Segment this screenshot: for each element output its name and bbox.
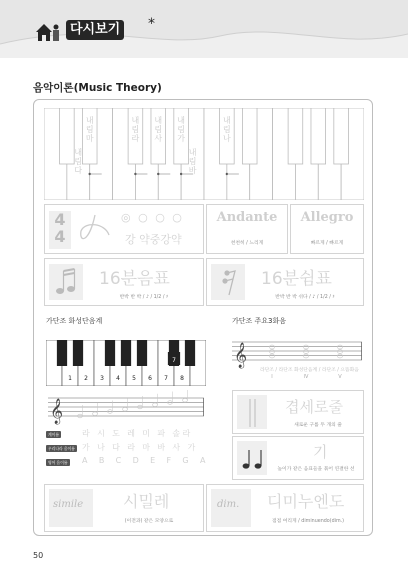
double-barline-meaning: 새로운 구를 두 개의 줄	[294, 423, 342, 428]
simile-term: simile	[53, 499, 84, 510]
dynamics-symbols: ◎ ○ ○ ○	[121, 211, 184, 224]
raised-seventh-marker: 7	[172, 357, 176, 364]
white-key-label: 내림다	[73, 148, 83, 175]
sixteenth-note-label: 16분음표	[99, 269, 170, 289]
time-signature-bottom: 4	[54, 227, 66, 246]
allegro-meaning: 빠르게 / 빠르게	[310, 241, 344, 246]
chord-note	[269, 345, 274, 349]
sixteenth-rest-label: 16분쉼표	[261, 269, 332, 289]
black-key	[242, 108, 257, 164]
scale-degree-number: 5	[132, 375, 136, 382]
korean-name-row: 가 나 다 라 마 바 사 가	[82, 443, 198, 452]
page-title: 다시보기	[66, 20, 124, 40]
scale-degree-number: 3	[100, 375, 104, 382]
black-key-label: 내림가	[176, 116, 186, 143]
harmonic-minor-staff	[48, 390, 204, 426]
black-key-label: 내림라	[130, 116, 140, 143]
english-name-row: A B C D E F G A	[82, 456, 210, 465]
chord-note	[303, 345, 308, 349]
scale-degree-number: 8	[180, 375, 184, 382]
double-barline-cell	[232, 390, 364, 434]
tie-cell	[232, 436, 364, 480]
simile-cell	[44, 484, 204, 532]
sixteenth-rest-icon	[219, 267, 241, 297]
black-key-label: 내림사	[153, 116, 163, 143]
triads-staff	[232, 332, 364, 386]
chord-roman-numeral: I	[271, 374, 273, 380]
piano-keyboard-large	[44, 108, 364, 200]
simile-meaning: (이전과) 같은 모양으로	[124, 519, 174, 524]
scale-note	[183, 398, 188, 402]
black-key-label: 내림마	[85, 116, 95, 143]
scale-degree-number: 1	[68, 375, 72, 382]
chord-note	[337, 350, 342, 354]
diminuendo-cell	[206, 484, 364, 532]
star-icon: *	[148, 16, 155, 32]
tie-label: 기	[313, 443, 328, 461]
sixteenth-note-cell	[44, 258, 204, 306]
chord-roman-numeral: V	[338, 374, 342, 380]
black-key	[73, 340, 83, 366]
chord-note	[303, 350, 308, 354]
white-key-label: 내림바	[188, 148, 198, 175]
andante-term: Andante	[216, 210, 278, 225]
house-icon	[34, 18, 62, 44]
chord-note	[337, 354, 342, 358]
simile-korean: 시밀레	[123, 492, 170, 511]
andante-meaning: 천천히 / 느리게	[230, 241, 264, 246]
scale-degree-number: 2	[84, 375, 88, 382]
english-name-row-label: 영어 음이름	[48, 460, 68, 465]
black-key	[137, 340, 147, 366]
sixteenth-rest-meaning: 반박 반 박 쉬다 / ♪ / 1/2 / ♯	[275, 295, 335, 300]
black-key	[311, 108, 326, 164]
page-number: 50	[33, 551, 44, 560]
svg-text:𝄞: 𝄞	[234, 343, 248, 368]
triads-title: 가단조 주요3화음	[232, 317, 287, 325]
diminuendo-meaning: 점점 여리게 / diminuendo(dim.)	[271, 519, 345, 524]
scale-note	[123, 407, 128, 411]
dynamics-caption: 강 약중강약	[125, 233, 182, 246]
dim-term: dim.	[217, 499, 240, 510]
scale-note	[153, 403, 158, 407]
solfege-row-label: 계이름	[48, 432, 60, 437]
black-key	[105, 340, 115, 366]
chord-note	[303, 354, 308, 358]
scale-degree-number: 4	[116, 375, 120, 382]
tie-icon	[240, 447, 266, 471]
black-key	[334, 108, 349, 164]
sixteenth-note-meaning: 반박 반 박 / ♪ / 1/2 / ♯	[119, 295, 169, 300]
dynamics-cell	[44, 204, 204, 254]
korean-name-row-label: 우리나라 음이름	[48, 446, 75, 451]
svg-text:𝄞: 𝄞	[50, 399, 64, 424]
section-title: 음악이론(Music Theory)	[33, 82, 162, 94]
harmonic-minor-title: 가단조 화성단음계	[46, 317, 103, 325]
chord-note	[269, 354, 274, 358]
black-key	[288, 108, 303, 164]
tie-meaning: 높이가 같은 음표들을 묶어 연결한 선	[277, 467, 355, 472]
triads-caption: 라단조 / 라단조 화성단음계 / 라단조 / 으뜸화음	[260, 368, 359, 373]
black-key	[121, 340, 131, 366]
chord-roman-numeral: IV	[303, 374, 309, 380]
chord-note	[269, 350, 274, 354]
double-barline-label: 겹세로줄	[285, 398, 343, 416]
black-key	[57, 340, 67, 366]
black-key	[185, 340, 195, 366]
black-key-label: 내림나	[222, 116, 232, 143]
time-signature-top: 4	[54, 210, 66, 229]
black-key	[60, 108, 75, 164]
double-barline-icon	[245, 399, 261, 427]
chord-note	[337, 345, 342, 349]
sixteenth-note-icon	[53, 267, 79, 297]
scale-degree-number: 6	[148, 375, 152, 382]
allegro-cell	[290, 204, 364, 254]
andante-cell	[206, 204, 288, 254]
scale-degree-number: 7	[164, 375, 168, 382]
piano-keyboard-small	[46, 340, 206, 386]
diminuendo-korean: 디미누엔도	[267, 492, 345, 511]
sixteenth-rest-cell	[206, 258, 364, 306]
solfege-row: 라 시 도 레 미 파 솔라	[82, 429, 193, 438]
music-theory-panel	[33, 99, 373, 536]
scale-note	[93, 412, 98, 416]
allegro-term: Allegro	[300, 210, 354, 225]
conducting-pattern-icon	[75, 213, 115, 247]
